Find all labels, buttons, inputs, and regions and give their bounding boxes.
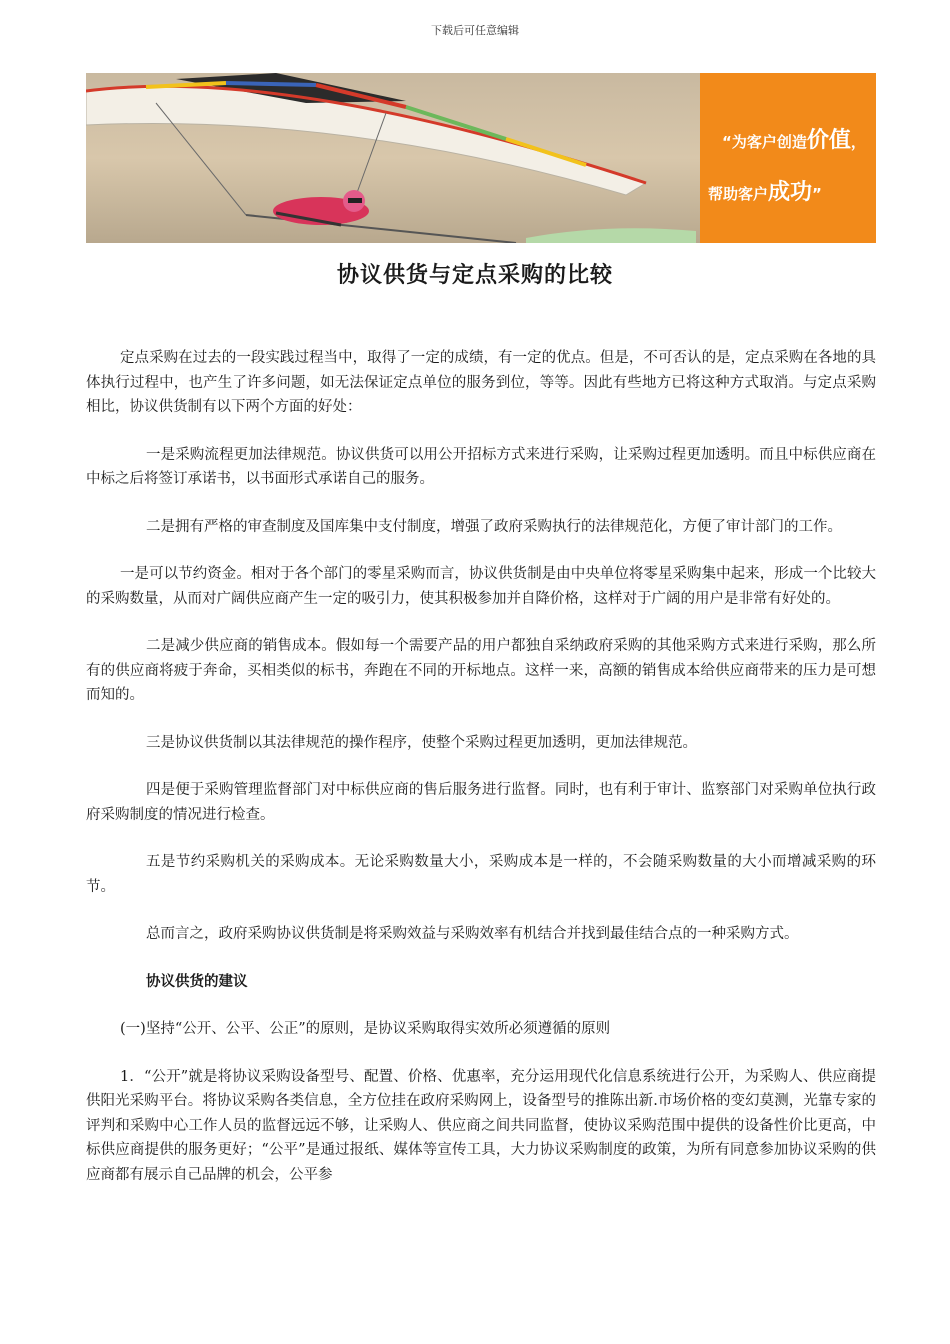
section-heading: 协议供货的建议 (146, 973, 248, 990)
paragraph-summary: 总而言之，政府采购协议供货制是将采购效益与采购效率有机结合并找到最佳结合点的一种采购方式。 (146, 926, 799, 942)
slogan-line-2-text: 帮助客户 (708, 185, 769, 203)
paragraph-benefit-3: 三是协议供货制以其法律规范的操作程序，使整个采购过程更加透明，更加法律规范。 (146, 734, 697, 751)
paragraph-benefit-1: 一是可以节约资金。相对于各个部门的零星采购而言，协议供货制是由中央单位将零星采购集中起来，形成一个比较大的采购数量，从而对广阔供应商产生一定的吸引力，使其积极参加并自降价格，这样对于广阔的用户是非常有好处的。 (86, 566, 876, 607)
document-body (86, 346, 876, 1210)
paragraph-principle: (一)坚持“公开、公平、公正”的原则，是协议采购取得实效所必须遵循的原则 (120, 1021, 611, 1037)
paragraph-benefit-4: 四是便于采购管理监督部门对中标供应商的售后服务进行监督。同时，也有利于审计、监察部门对采购单位执行政府采购制度的情况进行检查。 (86, 782, 876, 823)
slogan-line-2 (708, 175, 822, 206)
paragraph-benefit-5: 五是节约采购机关的采购成本。无论采购数量大小，采购成本是一样的，不会随采购数量的大小而增减采购的环节。 (86, 854, 876, 895)
paragraph-intro: 定点采购在过去的一段实践过程当中，取得了一定的成绩，有一定的优点。但是，不可否认的是，定点采购在各地的具体执行过程中，也产生了许多问题，如无法保证定点单位的服务到位，等等。因此有些地方已将这种方式取消。与定点采购相比，协议供货制有以下两个方面的好处： (86, 350, 876, 415)
paragraph-openness: 1．“公开”就是将协议采购设备型号、配置、价格、优惠率，充分运用现代化信息系统进行公开，为采购人、供应商提供阳光采购平台。将协议采购各类信息，全方位挂在政府采购网上，设备型号的推陈出新.市场价格的变幻莫测，光靠专家的评判和采购中心工作人员的监督远远不够，让采购人、供应商之间共同监督，使协议采购范围中提供的设备性价比更高，中标供应商提供的服务更好；“公平”是通过报纸、媒体等宣传工具，大力协议采购制度的政策，为所有同意参加协议采购的供应商都有展示自己品牌的机会，公平参 (86, 1068, 876, 1183)
paragraph-point-1: 一是采购流程更加法律规范。协议供货可以用公开招标方式来进行采购，让采购过程更加透明。而且中标供应商在中标之后将签订承诺书，以书面形式承诺自己的服务。 (86, 446, 876, 487)
slogan-line-2-end: ” (812, 185, 822, 203)
slogan-line-1-text: “为客户创造 (722, 133, 807, 151)
page-title: 协议供货与定点采购的比较 (336, 263, 613, 288)
slogan-line-1-end: ， (850, 133, 866, 151)
paragraph-point-2: 二是拥有严格的审查制度及国库集中支付制度，增强了政府采购执行的法律规范化，方便了审计部门的工作。 (146, 518, 842, 535)
slogan-line-2-emphasis: 成功 (768, 180, 813, 205)
banner-slogan (700, 73, 876, 243)
header-note: 下载后可任意编辑 (431, 24, 519, 37)
paragraph-benefit-2: 二是减少供应商的销售成本。假如每一个需要产品的用户都独自采纳政府采购的其他采购方式来进行采购，那么所有的供应商将疲于奔命，买相类似的标书，奔跑在不同的开标地点。这样一来，高额的销售成本给供应商带来的压力是可想而知的。 (86, 638, 876, 703)
slogan-line-1-emphasis: 价值 (806, 128, 851, 153)
slogan-line-1 (722, 123, 866, 154)
banner (86, 73, 876, 243)
